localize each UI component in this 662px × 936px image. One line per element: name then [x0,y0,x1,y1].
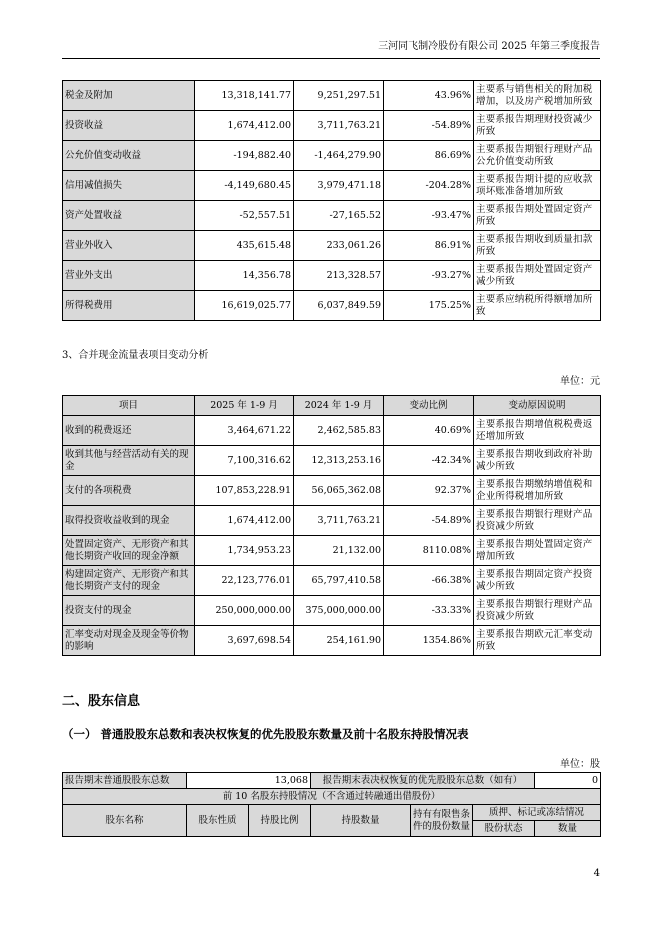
row-prior-value: 233,061.26 [294,231,384,261]
row-change-reason: 主要系报告期处置固定资产增加所致 [474,536,601,566]
row-prior-value: -27,165.52 [294,201,384,231]
row-prior-value: 3,711,763.21 [294,506,384,536]
col-restricted-shares: 持有有限售条件的股份数量 [411,805,473,837]
cashflow-table-row [63,566,601,596]
row-change-reason: 主要系报告期银行理财产品公允价值变动所致 [474,141,601,171]
cashflow-table-row [63,536,601,566]
page-number: 4 [593,868,600,879]
row-prior-value: 9,251,297.51 [294,81,384,111]
col-shareholder-nature: 股东性质 [187,805,249,837]
row-change-ratio: -54.89% [384,111,474,141]
cashflow-table-row [63,476,601,506]
row-change-reason: 主要系与销售相关的附加税增加，以及房产税增加所致 [474,81,601,111]
row-change-ratio: 86.91% [384,231,474,261]
cashflow-change-table [62,395,601,656]
row-item-label: 处置固定资产、无形资产和其他长期资产收回的现金净额 [63,536,195,566]
row-current-value: 14,356.78 [195,261,294,291]
row-current-value: 435,615.48 [195,231,294,261]
row-prior-value: 254,161.90 [294,626,384,656]
income-table-row [63,171,601,201]
col-shareholder-name: 股东名称 [63,805,187,837]
row-change-reason: 主要系应纳税所得额增加所致 [474,291,601,321]
row-current-value: 250,000,000.00 [195,596,294,626]
row-item-label: 支付的各项税费 [63,476,195,506]
row-current-value: 3,697,698.54 [195,626,294,656]
col-reason-header: 变动原因说明 [474,396,601,416]
income-table-row [63,291,601,321]
income-table-row [63,111,601,141]
cashflow-table-row [63,506,601,536]
row-prior-value: 65,797,410.58 [294,566,384,596]
row-change-ratio: 40.69% [384,416,474,446]
row-change-reason: 主要系报告期缴纳增值税和企业所得税增加所致 [474,476,601,506]
row-current-value: 1,734,953.23 [195,536,294,566]
row-prior-value: 56,065,362.08 [294,476,384,506]
row-change-ratio: 175.25% [384,291,474,321]
row-item-label: 收到的税费返还 [63,416,195,446]
row-item-label: 公允价值变动收益 [63,141,195,171]
row-item-label: 取得投资收益收到的现金 [63,506,195,536]
row-change-ratio: -33.33% [384,596,474,626]
row-change-ratio: -204.28% [384,171,474,201]
col-change-header: 变动比例 [384,396,474,416]
row-change-reason: 主要系报告期处置固定资产减少所致 [474,261,601,291]
header-rule [62,58,600,59]
row-change-ratio: 92.37% [384,476,474,506]
row-current-value: 107,853,228.91 [195,476,294,506]
row-change-ratio: 43.96% [384,81,474,111]
income-table-row [63,81,601,111]
cashflow-table-row [63,626,601,656]
row-item-label: 投资支付的现金 [63,596,195,626]
row-change-ratio: -93.47% [384,201,474,231]
row-item-label: 构建固定资产、无形资产和其他长期资产支付的现金 [63,566,195,596]
col-share-status: 股份状态 [473,821,535,837]
shareholder-unit: 单位：股 [560,759,600,770]
row-change-ratio: 86.69% [384,141,474,171]
row-prior-value: 375,000,000.00 [294,596,384,626]
row-item-label: 投资收益 [63,111,195,141]
row-change-ratio: 8110.08% [384,536,474,566]
col-pledge-status-group: 质押、标记或冻结情况 [473,805,601,821]
row-change-reason: 主要系报告期计提的应收款项坏账准备增加所致 [474,171,601,201]
shareholder-subheading: （一） 普通股股东总数和表决权恢复的优先股股东数量及前十名股东持股情况表 [62,727,469,741]
cashflow-table-row [63,446,601,476]
income-table-row [63,201,601,231]
shareholder-column-row-1 [63,805,601,821]
preferred-shareholders-value: 0 [535,773,601,789]
row-current-value: -4,149,680.45 [195,171,294,201]
col-pledge-quantity: 数量 [535,821,601,837]
top10-title-row [63,789,601,805]
col-current-header: 2025 年 1-9 月 [195,396,294,416]
total-shareholders-label: 报告期末普通股股东总数 [63,773,187,789]
row-change-reason: 主要系报告期固定资产投资减少所致 [474,566,601,596]
row-change-ratio: -93.27% [384,261,474,291]
row-item-label: 营业外收入 [63,231,195,261]
row-prior-value: 6,037,849.59 [294,291,384,321]
row-prior-value: 3,711,763.21 [294,111,384,141]
col-holding-ratio: 持股比例 [249,805,311,837]
cashflow-unit: 单位：元 [560,376,600,387]
row-change-reason: 主要系报告期收到政府补助减少所致 [474,446,601,476]
row-prior-value: 21,132.00 [294,536,384,566]
row-item-label: 信用减值损失 [63,171,195,201]
row-current-value: 13,318,141.77 [195,81,294,111]
row-change-reason: 主要系报告期收到质量扣款所致 [474,231,601,261]
row-change-ratio: 1354.86% [384,626,474,656]
row-current-value: 22,123,776.01 [195,566,294,596]
row-item-label: 收到其他与经营活动有关的现金 [63,446,195,476]
row-change-reason: 主要系报告期理财投资减少所致 [474,111,601,141]
preferred-shareholders-label: 报告期末表决权恢复的优先股股东总数（如有） [311,773,535,789]
row-change-ratio: -54.89% [384,506,474,536]
row-item-label: 税金及附加 [63,81,195,111]
col-item-header: 项目 [63,396,195,416]
cashflow-header-row [63,396,601,416]
income-table-row [63,231,601,261]
row-prior-value: 213,328.57 [294,261,384,291]
row-change-reason: 主要系报告期处置固定资产所致 [474,201,601,231]
col-prior-header: 2024 年 1-9 月 [294,396,384,416]
row-current-value: 3,464,671.22 [195,416,294,446]
shareholder-total-row [63,773,601,789]
row-current-value: -194,882.40 [195,141,294,171]
row-change-ratio: -42.34% [384,446,474,476]
row-current-value: 1,674,412.00 [195,506,294,536]
row-change-reason: 主要系报告期增值税税费返还增加所致 [474,416,601,446]
cashflow-table-row [63,416,601,446]
income-table-row [63,141,601,171]
shareholder-heading: 二、股东信息 [62,694,141,709]
row-item-label: 所得税费用 [63,291,195,321]
row-current-value: 1,674,412.00 [195,111,294,141]
row-prior-value: -1,464,279.90 [294,141,384,171]
row-current-value: -52,557.51 [195,201,294,231]
row-item-label: 营业外支出 [63,261,195,291]
cashflow-section-title: 3、合并现金流量表项目变动分析 [62,350,209,361]
income-change-table [62,80,601,321]
row-change-reason: 主要系报告期银行理财产品投资减少所致 [474,506,601,536]
row-change-reason: 主要系报告期银行理财产品投资减少所致 [474,596,601,626]
shareholder-table [62,772,601,837]
row-prior-value: 2,462,585.83 [294,416,384,446]
total-shareholders-value: 13,068 [187,773,311,789]
row-prior-value: 3,979,471.18 [294,171,384,201]
row-current-value: 7,100,316.62 [195,446,294,476]
top10-title: 前 10 名股东持股情况（不含通过转融通出借股份） [63,789,601,805]
row-item-label: 汇率变动对现金及现金等价物的影响 [63,626,195,656]
row-current-value: 16,619,025.77 [195,291,294,321]
income-table-row [63,261,601,291]
row-prior-value: 12,313,253.16 [294,446,384,476]
row-change-reason: 主要系报告期欧元汇率变动所致 [474,626,601,656]
col-holding-quantity: 持股数量 [311,805,411,837]
cashflow-table-row [63,596,601,626]
row-change-ratio: -66.38% [384,566,474,596]
report-header: 三河同飞制冷股份有限公司 2025 年第三季度报告 [378,41,600,52]
row-item-label: 资产处置收益 [63,201,195,231]
